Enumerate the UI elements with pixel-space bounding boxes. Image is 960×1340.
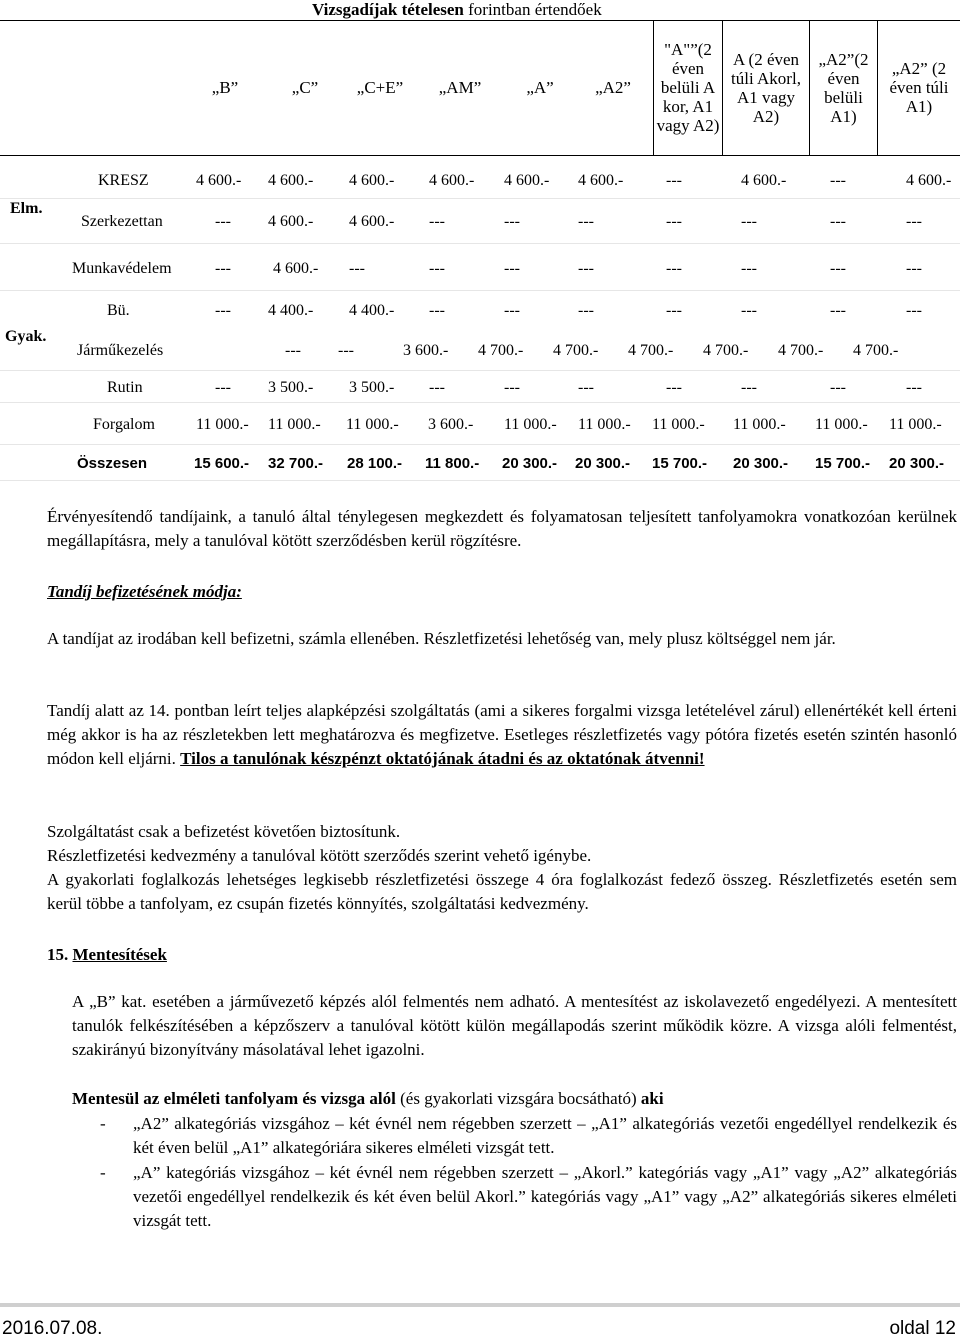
payment-heading-text: Tandíj befizetésének módja: [47, 582, 242, 601]
row-label: KRESZ [98, 172, 149, 189]
col-header-a2-within-2y: „A2”(2 éven belüli A1) [818, 49, 869, 126]
title-rest: forintban értendőek [468, 0, 602, 19]
fee-cell: --- [830, 260, 846, 277]
paragraph-fees-intro [47, 505, 957, 553]
header-divider [722, 20, 723, 155]
paragraph-text: A tandíjat az irodában kell befizetni, számla ellenében. Részletfizetési lehetőség van, mely plusz költséggel nem jár. [47, 629, 836, 648]
bullet-item [133, 1161, 957, 1233]
paragraph-text: Érvényesítendő tandíjaink, a tanuló által ténylegesen megkezdett és folyamatosan teljesített tanfolyamokra vonatkozóan kerülnek megállapításra, mely a tanulóval kötött szerződésben kerül rögzítésre. [47, 507, 957, 550]
col-header-c: „C” [291, 78, 319, 97]
fee-cell: --- [741, 302, 757, 319]
fee-cell: 11 000.- [815, 416, 868, 433]
fee-cell: 3 600.- [428, 416, 474, 433]
fee-cell: --- [578, 213, 594, 230]
fee-cell: --- [504, 213, 520, 230]
fee-cell: 4 700.- [853, 342, 899, 359]
fee-cell: 20 300.- [575, 455, 631, 472]
fee-cell: 4 400.- [268, 302, 314, 319]
fee-cell: 15 700.- [652, 455, 708, 472]
fee-cell: --- [741, 213, 757, 230]
fee-cell: --- [578, 379, 594, 396]
fee-cell: 11 000.- [652, 416, 705, 433]
fee-cell: --- [666, 302, 682, 319]
fee-cell: 4 600.- [196, 172, 242, 189]
fee-cell: --- [906, 260, 922, 277]
fee-cell: 28 100.- [347, 455, 403, 472]
row-separator [0, 402, 960, 403]
fee-cell: --- [215, 213, 231, 230]
fee-cell: --- [215, 302, 231, 319]
fee-cell: --- [429, 213, 445, 230]
fee-cell: 15 700.- [815, 455, 871, 472]
fee-cell: 11 000.- [504, 416, 557, 433]
paragraph-line: Szolgáltatást csak a befizetést követően biztosítunk. [47, 822, 401, 841]
fee-cell: --- [429, 260, 445, 277]
footer-date: 2016.07.08. [2, 1318, 103, 1339]
row-separator [0, 444, 960, 445]
fee-cell: --- [429, 302, 445, 319]
row-label: Bü. [107, 302, 130, 319]
header-divider [809, 20, 810, 155]
fee-cell: 11 000.- [733, 416, 786, 433]
fee-cell: --- [504, 302, 520, 319]
fee-cell: 4 600.- [906, 172, 952, 189]
fee-cell: --- [285, 342, 301, 359]
fee-cell: 4 700.- [478, 342, 524, 359]
row-separator [0, 480, 960, 481]
paragraph-services [47, 820, 957, 916]
fee-cell: 3 600.- [403, 342, 449, 359]
fee-cell: --- [741, 379, 757, 396]
fee-cell: 11 000.- [578, 416, 631, 433]
col-header-a2: „A2” [595, 78, 631, 97]
paragraph-line: A gyakorlati foglalkozás lehetséges legkisebb részletfizetési összege 4 óra foglalkozást fedező összeg. Részletfizetés esetén sem kerül többe a tanfolyam, ez csupán fizetés könnyítés, szolgáltatási kedvezmény. [47, 870, 957, 913]
fee-cell: 11 000.- [346, 416, 399, 433]
table-header-border [0, 155, 960, 156]
title-bold: Vizsgadíjak tételesen [312, 0, 464, 19]
fee-cell: --- [666, 172, 682, 189]
exempt-bold-aki: aki [640, 1089, 664, 1108]
fee-cell: --- [741, 260, 757, 277]
row-label: Összesen [77, 455, 148, 472]
fee-cell: --- [830, 379, 846, 396]
fee-cell: --- [349, 260, 365, 277]
col-header-a: „A” [526, 78, 554, 97]
footer-divider [0, 1303, 960, 1307]
row-label: Munkavédelem [72, 260, 172, 277]
fee-cell: --- [578, 260, 594, 277]
fee-cell: --- [666, 260, 682, 277]
exempt-normal: (és gyakorlati vizsgára bocsátható) [395, 1089, 641, 1108]
section-number: 15. [47, 945, 69, 964]
fee-cell: --- [578, 302, 594, 319]
fee-cell: --- [830, 172, 846, 189]
fee-cell: 4 400.- [349, 302, 395, 319]
fee-cell: 4 700.- [628, 342, 674, 359]
col-header-am: „AM” [438, 78, 482, 97]
fee-cell: 3 500.- [349, 379, 395, 396]
bullet-item [133, 1112, 957, 1160]
bullet-text: „A2” alkategóriás vizsgához – két évnél nem régebben szerzett – „A1” alkategóriás vezetői engedéllyel rendelkezik és két éven belül „A1” alkategóriára sikeres elméleti vizsgát tett. [133, 1114, 957, 1157]
row-separator [0, 290, 960, 291]
fee-cell: 4 700.- [553, 342, 599, 359]
fee-cell: 15 600.- [194, 455, 250, 472]
col-header-b: „B” [211, 78, 239, 97]
fee-cell: 4 600.- [268, 172, 314, 189]
fee-cell: 4 700.- [778, 342, 824, 359]
fee-cell: 4 600.- [741, 172, 787, 189]
bullet-text: „A” kategóriás vizsgához – két évnél nem régebben szerzett – „Akorl.” kategóriás vagy „A1” vagy „A2” alkategóriás vezetői engedéllyel rendelkezik és két éven belül Akorl.” kategóriás vagy „A1” vagy „A2” alkategóriás sikeres elméleti vizsgát tett. [133, 1163, 957, 1230]
row-label: Forgalom [93, 416, 155, 433]
paragraph-exemptions [72, 990, 957, 1062]
payment-heading [47, 580, 957, 604]
fee-cell: 11 000.- [268, 416, 321, 433]
fee-cell: --- [215, 260, 231, 277]
fee-cell: 20 300.- [889, 455, 945, 472]
fee-cell: --- [666, 213, 682, 230]
fee-cell: --- [504, 379, 520, 396]
paragraph-payment [47, 627, 957, 651]
fee-cell: 4 700.- [703, 342, 749, 359]
paragraph-tuition [47, 699, 957, 771]
exempt-bold: Mentesül az elméleti tanfolyam és vizsga alól [72, 1089, 396, 1108]
fee-cell: --- [666, 379, 682, 396]
footer-page-number: oldal 12 [889, 1318, 956, 1339]
bullet-dash: - [100, 1114, 106, 1133]
cash-warning: Tilos a tanulónak készpénzt oktatójának átadni és az oktatónak átvenni! [180, 749, 705, 768]
fee-cell: 32 700.- [268, 455, 324, 472]
col-header-ce: „C+E” [356, 78, 404, 97]
fee-cell: 4 600.- [504, 172, 550, 189]
fee-cell: --- [906, 379, 922, 396]
header-divider [653, 20, 654, 155]
fee-cell: --- [504, 260, 520, 277]
page-title [312, 0, 602, 20]
paragraph-text: Tandíj alatt az 14. pontban leírt teljes alapképzési szolgáltatás (ami a sikeres forgalmi vizsga letételével zárul) ellenértékét kell érteni még akkor is ha az részletekben lett meghatározva és megfizetve. Esetleges részletfizetés vagy pótóra fizetés esetén szintén hasonló módon kell eljárni. [47, 701, 957, 768]
col-header-a-within-2y: "A"”(2 éven belüli A kor, A1 vagy A2) [656, 40, 720, 135]
paragraph-exempt-who [72, 1087, 957, 1111]
col-header-a2-over-2y: „A2” (2 éven túli A1) [889, 59, 949, 116]
fee-cell: 11 800.- [425, 455, 480, 472]
fee-cell: 4 600.- [349, 213, 395, 230]
fee-cell: 4 600.- [349, 172, 395, 189]
fee-cell: 4 600.- [578, 172, 624, 189]
row-label: Szerkezettan [81, 213, 163, 230]
bullet-dash: - [100, 1163, 106, 1182]
paragraph-line: Részletfizetési kedvezmény a tanulóval kötött szerződés szerint vehető igénybe. [47, 846, 592, 865]
fee-cell: 3 500.- [268, 379, 314, 396]
section-heading [47, 943, 957, 967]
paragraph-text: A „B” kat. esetében a járművezető képzés alól felmentés nem adható. A mentesítést az iskolavezető engedélyezi. A mentesített tanulók felkészítésében a képzőszerv a tanulóval kötött külön megállapodás szerint működik közre. A vizsga alóli felmentést, szakirányú bizonyítvány másolatával lehet igazolni. [72, 992, 957, 1059]
fee-cell: 11 000.- [889, 416, 942, 433]
fee-cell: 4 600.- [429, 172, 475, 189]
row-separator [0, 370, 960, 371]
fee-cell: --- [215, 379, 231, 396]
fee-cell: --- [906, 213, 922, 230]
row-separator [0, 243, 960, 244]
row-separator [0, 198, 960, 199]
fee-cell: --- [906, 302, 922, 319]
fee-cell: --- [830, 302, 846, 319]
group-label-gyak: Gyak. [5, 328, 47, 345]
fee-cell: --- [830, 213, 846, 230]
header-divider [877, 20, 878, 155]
fee-cell: 11 000.- [196, 416, 249, 433]
fee-cell: 20 300.- [502, 455, 558, 472]
row-label: Rutin [107, 379, 143, 396]
col-header-a-over-2y: A (2 éven túli Akorl, A1 vagy A2) [731, 49, 801, 126]
fee-cell: --- [338, 342, 354, 359]
group-label-elm: Elm. [10, 200, 43, 217]
fee-cell: --- [429, 379, 445, 396]
fee-cell: 20 300.- [733, 455, 789, 472]
fee-cell: 4 600.- [268, 213, 314, 230]
fee-cell: 4 600.- [273, 260, 319, 277]
section-title: Mentesítések [72, 945, 167, 964]
row-label: Járműkezelés [77, 342, 164, 359]
